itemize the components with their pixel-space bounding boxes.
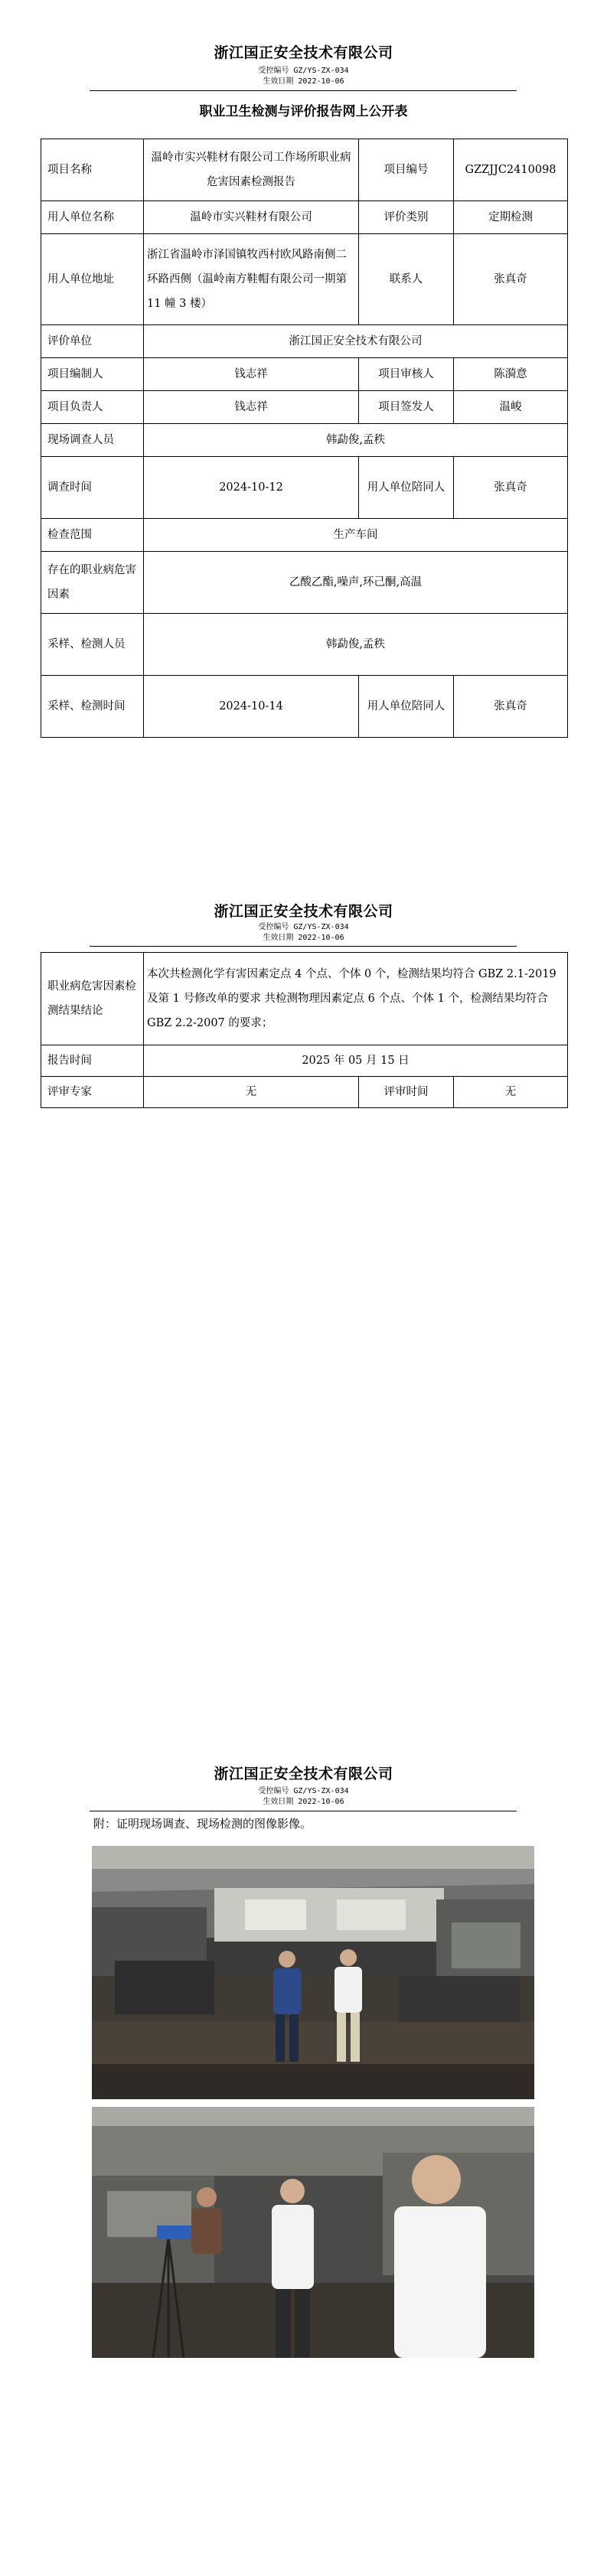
signer-value: 温峻 bbox=[454, 391, 568, 424]
table-row bbox=[41, 1077, 568, 1108]
table-row bbox=[41, 139, 568, 201]
survey-time-label: 调查时间 bbox=[41, 457, 144, 519]
header-divider bbox=[90, 946, 517, 947]
samplers-label: 采样、检测人员 bbox=[41, 614, 144, 676]
table-row bbox=[41, 424, 568, 457]
leader-value: 钱志祥 bbox=[144, 391, 359, 424]
table-row bbox=[41, 676, 568, 738]
signer-label: 项目签发人 bbox=[359, 391, 454, 424]
attachment-caption: 附：证明现场调查、现场检测的图像影像。 bbox=[93, 1817, 312, 1831]
project-name-label: 项目名称 bbox=[41, 139, 144, 201]
project-no-label: 项目编号 bbox=[359, 139, 454, 201]
table-row bbox=[41, 614, 568, 676]
table-row bbox=[41, 457, 568, 519]
conclusion-label: 职业病危害因素检测结果结论 bbox=[41, 953, 144, 1045]
hazards-value: 乙酸乙酯,噪声,环己酮,高温 bbox=[144, 552, 568, 614]
sample-time-label: 采样、检测时间 bbox=[41, 676, 144, 738]
scope-label: 检查范围 bbox=[41, 519, 144, 552]
leader-label: 项目负责人 bbox=[41, 391, 144, 424]
header-divider bbox=[90, 90, 517, 91]
accompany1-label: 用人单位陪同人 bbox=[359, 457, 454, 519]
project-name-value: 温岭市实兴鞋材有限公司工作场所职业病危害因素检测报告 bbox=[144, 139, 359, 201]
control-number: 受控编号 GZ/YS-ZX-034 bbox=[258, 67, 349, 75]
accompany1-value: 张真奇 bbox=[454, 457, 568, 519]
page-title: 职业卫生检测与评价报告网上公开表 bbox=[199, 104, 408, 119]
hazards-label: 存在的职业病危害因素 bbox=[41, 552, 144, 614]
accompany2-value: 张真奇 bbox=[454, 676, 568, 738]
company-header: 浙江国正安全技术有限公司 bbox=[214, 44, 393, 61]
contact-value: 张真奇 bbox=[454, 234, 568, 325]
address-value: 浙江省温岭市泽国镇牧西村欧风路南侧二环路西侧（温岭南方鞋帽有限公司一期第 11 幢 3 楼） bbox=[144, 234, 359, 325]
review-time-label: 评审时间 bbox=[359, 1077, 454, 1108]
eval-type-label: 评价类别 bbox=[359, 201, 454, 234]
compiler-label: 项目编制人 bbox=[41, 358, 144, 391]
reviewer-value: 陈漪意 bbox=[454, 358, 568, 391]
employer-value: 温岭市实兴鞋材有限公司 bbox=[144, 201, 359, 234]
samplers-value: 韩勐俊,孟秩 bbox=[144, 614, 568, 676]
sample-time-value: 2024-10-14 bbox=[144, 676, 359, 738]
survey-time-value: 2024-10-12 bbox=[144, 457, 359, 519]
table-row bbox=[41, 519, 568, 552]
eval-type-value: 定期检测 bbox=[454, 201, 568, 234]
control-number: 受控编号 GZ/YS-ZX-034 bbox=[258, 923, 349, 931]
surveyors-label: 现场调查人员 bbox=[41, 424, 144, 457]
company-header: 浙江国正安全技术有限公司 bbox=[214, 1766, 393, 1782]
effective-date: 生效日期 2022-10-06 bbox=[263, 1798, 344, 1806]
field-detection-photo bbox=[92, 2107, 534, 2358]
table-row bbox=[41, 552, 568, 614]
compiler-value: 钱志祥 bbox=[144, 358, 359, 391]
conclusion-table bbox=[41, 952, 568, 1108]
project-info-table bbox=[41, 139, 568, 738]
scope-value: 生产车间 bbox=[144, 519, 568, 552]
site-survey-photo bbox=[92, 1846, 534, 2099]
accompany2-label: 用人单位陪同人 bbox=[359, 676, 454, 738]
expert-label: 评审专家 bbox=[41, 1077, 144, 1108]
address-label: 用人单位地址 bbox=[41, 234, 144, 325]
eval-unit-value: 浙江国正安全技术有限公司 bbox=[144, 325, 568, 358]
table-row bbox=[41, 201, 568, 234]
report-time-value: 2025 年 05 月 15 日 bbox=[144, 1045, 568, 1077]
company-header: 浙江国正安全技术有限公司 bbox=[214, 903, 393, 920]
conclusion-value: 本次共检测化学有害因素定点 4 个点、个体 0 个，检测结果均符合 GBZ 2.1-2019 及第 1 号修改单的要求 共检测物理因素定点 6 个点、个体 1 个，检测结果均符合 GBZ 2.2-2007 的要求； bbox=[144, 953, 568, 1045]
table-row bbox=[41, 391, 568, 424]
contact-label: 联系人 bbox=[359, 234, 454, 325]
expert-value: 无 bbox=[144, 1077, 359, 1108]
table-row bbox=[41, 1045, 568, 1077]
table-row bbox=[41, 953, 568, 1045]
review-time-value: 无 bbox=[454, 1077, 568, 1108]
effective-date: 生效日期 2022-10-06 bbox=[263, 934, 344, 942]
table-row bbox=[41, 358, 568, 391]
effective-date: 生效日期 2022-10-06 bbox=[263, 77, 344, 86]
project-no-value: GZZJJC2410098 bbox=[454, 139, 568, 201]
table-row bbox=[41, 234, 568, 325]
reviewer-label: 项目审核人 bbox=[359, 358, 454, 391]
report-time-label: 报告时间 bbox=[41, 1045, 144, 1077]
control-number: 受控编号 GZ/YS-ZX-034 bbox=[258, 1787, 349, 1795]
table-row bbox=[41, 325, 568, 358]
surveyors-value: 韩勐俊,孟秩 bbox=[144, 424, 568, 457]
employer-label: 用人单位名称 bbox=[41, 201, 144, 234]
eval-unit-label: 评价单位 bbox=[41, 325, 144, 358]
